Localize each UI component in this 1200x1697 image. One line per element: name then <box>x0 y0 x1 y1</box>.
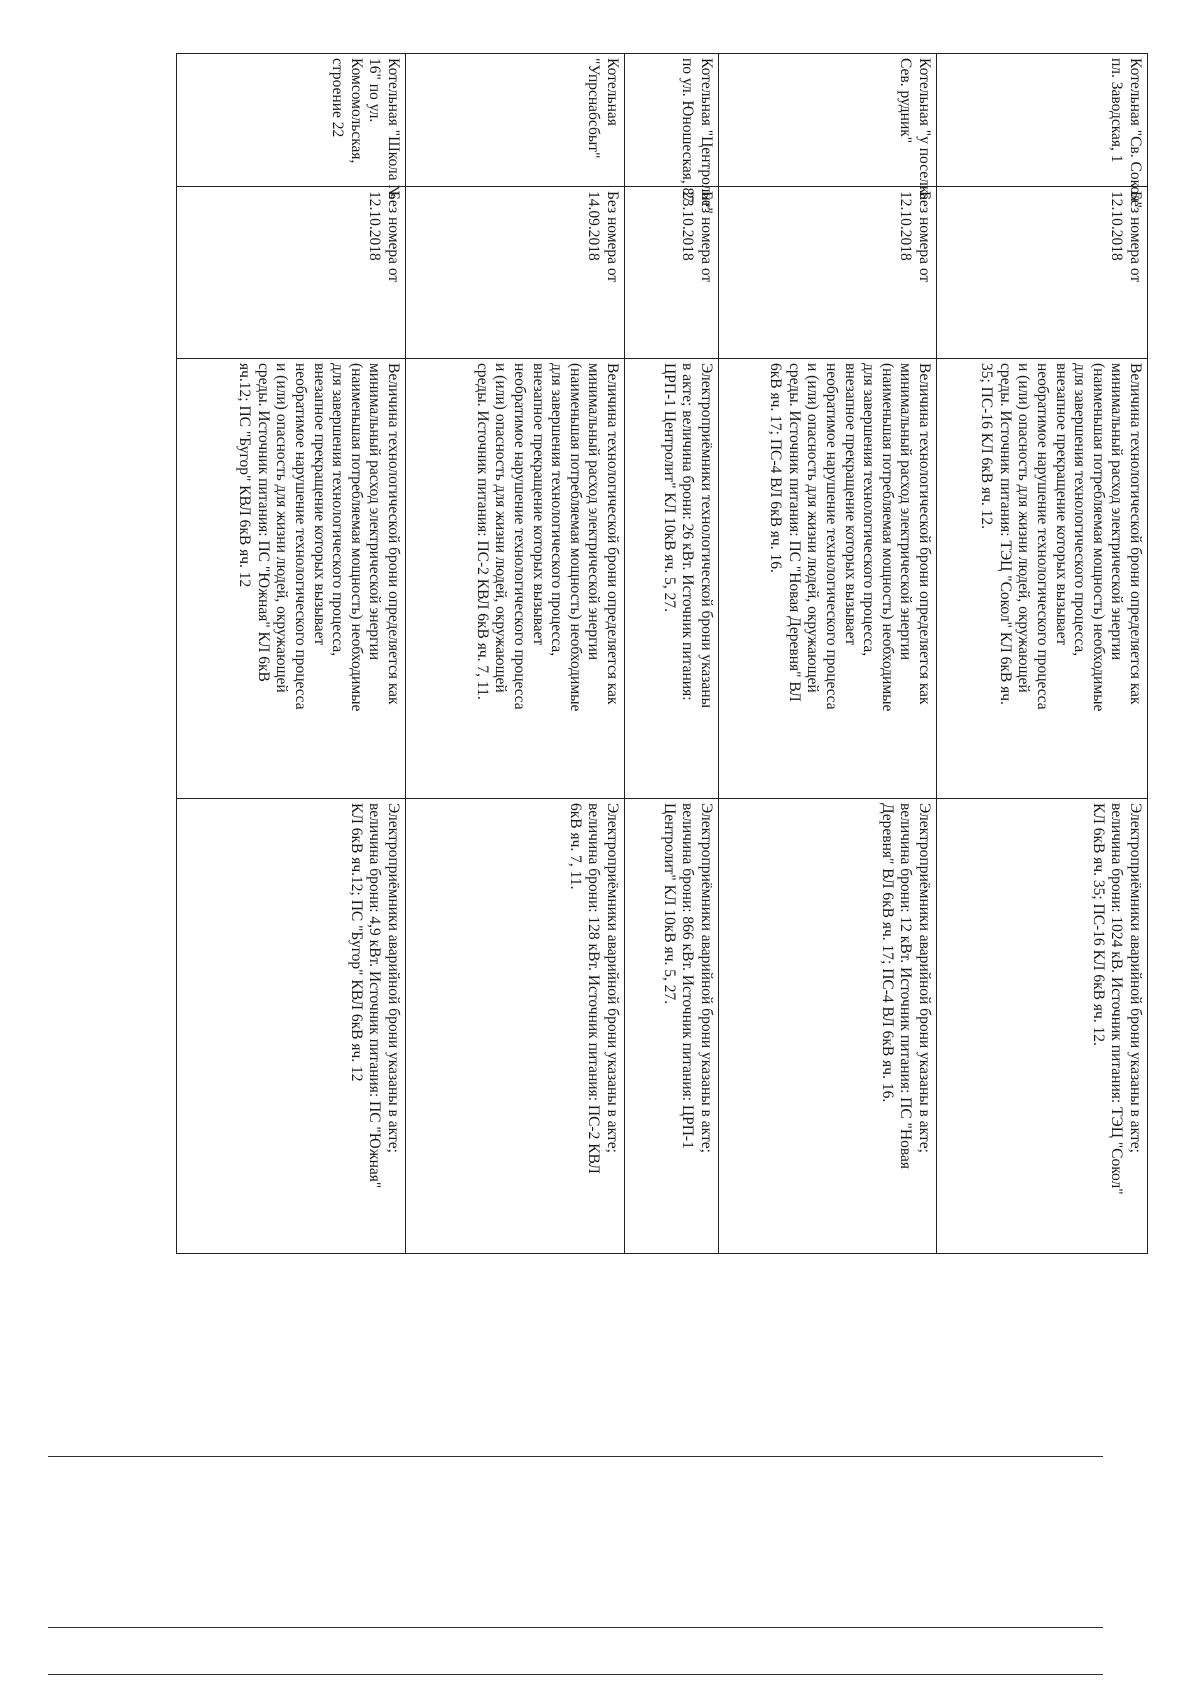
reservation-table <box>176 53 1148 1254</box>
tech-reserve-cell: Электроприёмники технологической брони указаны в акте; величина брони: 26 кВт. Источник питания: ЦРП-1 Центролит" КЛ 10кВ яч. 5, 27. <box>625 359 719 799</box>
tech-reserve-cell: Величина технологической брони определяется как минимальный расход электрической энергии (наименьшая потребляемая мощность) необходимые для завершения технологического процесса, внезапное прекращение которых вызывает необратимое нарушение технологического процесса и (или) опасность для жизни людей, окружающей среды. Источник питания: ПС-2 КВЛ 6кВ яч. 7, 11. <box>406 359 625 799</box>
object-cell: Котельная "Школа № 16" по ул. Комсомольская, строение 22 <box>177 54 406 187</box>
tech-reserve-cell: Величина технологической брони определяется как минимальный расход электрической энергии (наименьшая потребляемая мощность) необходимые для завершения технологического процесса, внезапное прекращение которых вызывает необратимое нарушение технологического процесса и (или) опасность для жизни людей, окружающей среды. Источник питания: ПС "Новая Деревня" ВЛ 6кВ яч. 17; ПС-4 ВЛ 6кВ яч. 16. <box>719 359 937 799</box>
emergency-reserve-cell: Электроприёмники аварийной брони указаны в акте; величина брони: 1024 кВ. Источник питания: ТЭЦ "Сокол" КЛ 6кВ яч. 35; ПС-16 КЛ 6кВ яч. 12. <box>937 799 1148 1254</box>
object-cell: Котельная "у поселка Сев. рудник" <box>719 54 937 187</box>
table-row <box>625 54 719 1254</box>
act-cell: Без номера от 14.09.2018 <box>406 187 625 359</box>
tech-reserve-cell: Величина технологической брони определяется как минимальный расход электрической энергии (наименьшая потребляемая мощность) необходимые для завершения технологического процесса, внезапное прекращение которых вызывает необратимое нарушение технологического процесса и (или) опасность для жизни людей, окружающей среды. Источник питания: ПС "Южная" КЛ 6кВ яч.12; ПС "Бугор" КВЛ 6кВ яч. 12 <box>177 359 406 799</box>
table-row <box>937 54 1148 1254</box>
tech-reserve-cell: Величина технологической брони определяется как минимальный расход электрической энергии (наименьшая потребляемая мощность) необходимые для завершения технологического процесса, внезапное прекращение которых вызывает необратимое нарушение технологического процесса и (или) опасность для жизни людей, окружающей среды. Источник питания: ТЭЦ "Сокол" КЛ 6кВ яч. 35; ПС-16 КЛ 6кВ яч. 12. <box>937 359 1148 799</box>
emergency-reserve-cell: Электроприёмники аварийной брони указаны в акте; величина брони: 128 кВт. Источник питания: ПС-2 КВЛ 6кВ яч. 7, 11. <box>406 799 625 1254</box>
object-cell: Котельная "Упрснабсбыт" <box>406 54 625 187</box>
rotated-page-content <box>50 53 1148 1253</box>
signature-line <box>48 1674 1103 1675</box>
emergency-reserve-cell: Электроприёмники аварийной брони указаны в акте; величина брони: 4,9 кВт. Источник питания: ПС "Южная" КЛ 6кВ яч.12; ПС "Бугор" КВЛ 6кВ яч. 12 <box>177 799 406 1254</box>
object-cell: Котельная "Св. Сокол" пл. Заводская, 1 <box>937 54 1148 187</box>
emergency-reserve-cell: Электроприёмники аварийной брони указаны в акте; величина брони: 866 кВт. Источник питания: ЦРП-1 Центролит" КЛ 10кВ яч. 5, 27. <box>625 799 719 1254</box>
table-row <box>177 54 406 1254</box>
table-row <box>406 54 625 1254</box>
act-cell: Без номера от 12.10.2018 <box>719 187 937 359</box>
object-cell: Котельная "Центролит" по ул. Юношеская, 87 <box>625 54 719 187</box>
act-cell: Без номера от 23.10.2018 <box>625 187 719 359</box>
signature-line <box>48 1627 1103 1628</box>
act-cell: Без номера от 12.10.2018 <box>177 187 406 359</box>
act-cell: Без номера от 12.10.2018 <box>937 187 1148 359</box>
emergency-reserve-cell: Электроприёмники аварийной брони указаны в акте; величина брони: 12 кВт. Источник питания: ПС "Новая Деревня" ВЛ 6кВ яч. 17; ПС-4 ВЛ 6кВ яч. 16. <box>719 799 937 1254</box>
signature-line <box>48 1456 1103 1457</box>
table-row <box>719 54 937 1254</box>
